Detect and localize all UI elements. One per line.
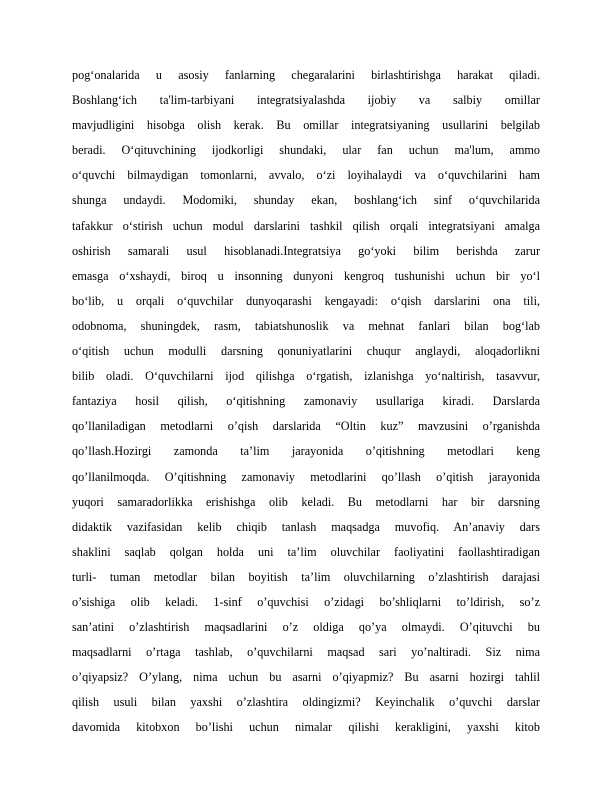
text-line: bilib oladi. O‘quvchilarni ijod qilishga o‘rgatish, izlanishga yo‘naltirish, tasavvur, [72, 369, 540, 384]
text-line: pog‘onalarida u asosiy fanlarning chegaralarini birlashtirishga harakat qiladi. [72, 68, 540, 82]
text-line: bo‘lib, u orqali o‘quvchilar dunyoqarashi kengayadi: o‘qish darslarini ona tili, [72, 293, 540, 308]
text-line: turli- tuman metodlar bilan boyitish ta’lim oluvchilarning o’zlashtirish darajasi [72, 569, 540, 584]
text-line: san’atini o’zlashtirish maqsadlarini o’z oldiga qo’ya olmaydi. O’qituvchi bu [72, 620, 540, 635]
text-line: oshirish samarali usul hisoblanadi.Integratsiya go‘yoki bilim berishda zarur [72, 243, 540, 258]
text-line: o’sishiga olib keladi. 1-sinf o’quvchisi o’zidagi bo’shliqlarni to’ldirish, so’z [72, 594, 540, 609]
text-line: shaklini saqlab qolgan holda uni ta’lim oluvchilar faoliyatini faollashtiradigan [72, 544, 540, 559]
text-line: emasga o‘xshaydi, biroq u insonning dunyoni kengroq tushunishi uchun bir yo‘l [72, 268, 540, 283]
text-line: fantaziya hosil qilish, o‘qitishning zamonaviy usullariga kiradi. Darslarda [72, 394, 540, 409]
text-line: yuqori samaradorlikka erishishga olib keladi. Bu metodlarni har bir darsning [72, 494, 540, 509]
text-line: mavjudligini hisobga olish kerak. Bu omillar integratsiyaning usullarini belgilab [72, 118, 540, 133]
text-line: tafakkur o‘stirish uchun modul darslarini tashkil qilish orqali integratsiyani amalga [72, 218, 540, 233]
text-line: shunga undaydi. Modomiki, shunday ekan, boshlang‘ich sinf o‘quvchilarida [72, 193, 540, 208]
text-line: o‘quvchi bilmaydigan tomonlarni, avvalo, o‘zi loyihalaydi va o‘quvchilarini ham [72, 168, 540, 183]
body-text [72, 63, 540, 741]
text-line: odobnoma, shuningdek, rasm, tabiatshunoslik va mehnat fanlari bilan bog‘lab [72, 318, 540, 333]
text-line: o‘qitish uchun modulli darsning qonuniyatlarini chuqur anglaydi, aloqadorlikni [72, 344, 540, 359]
text-line: qo’llanilmoqda. O’qitishning zamonaviy metodlarini qo’llash o’qitish jarayonida [72, 469, 540, 484]
text-line: qo’llaniladigan metodlarni o’qish darslarida “Oltin kuz” mavzusini o’rganishda [72, 419, 540, 434]
text-line: Boshlang‘ich ta'lim-tarbiyani integratsiyalashda ijobiy va salbiy omillar [72, 93, 540, 108]
text-line: davomida kitobxon bo’lishi uchun nimalar qilishi kerakligini, yaxshi kitob [72, 720, 540, 735]
text-line: beradi. O‘qituvchining ijodkorligi shundaki, ular fan uchun ma'lum, ammo [72, 143, 540, 158]
text-line: o’qiyapsiz? O’ylang, nima uchun bu asarni o’qiyapmiz? Bu asarni hozirgi tahlil [72, 670, 540, 685]
text-line: didaktik vazifasidan kelib chiqib tanlash maqsadga muvofiq. An’anaviy dars [72, 519, 540, 534]
text-line: qilish usuli bilan yaxshi o’zlashtira oldingizmi? Keyinchalik o’quvchi darslar [72, 695, 540, 710]
text-line: qo’llash.Hozirgi zamonda ta’lim jarayonida o’qitishning metodlari keng [72, 444, 540, 459]
text-line: maqsadlarni o’rtaga tashlab, o’quvchilarni maqsad sari yo’naltiradi. Siz nima [72, 645, 540, 660]
